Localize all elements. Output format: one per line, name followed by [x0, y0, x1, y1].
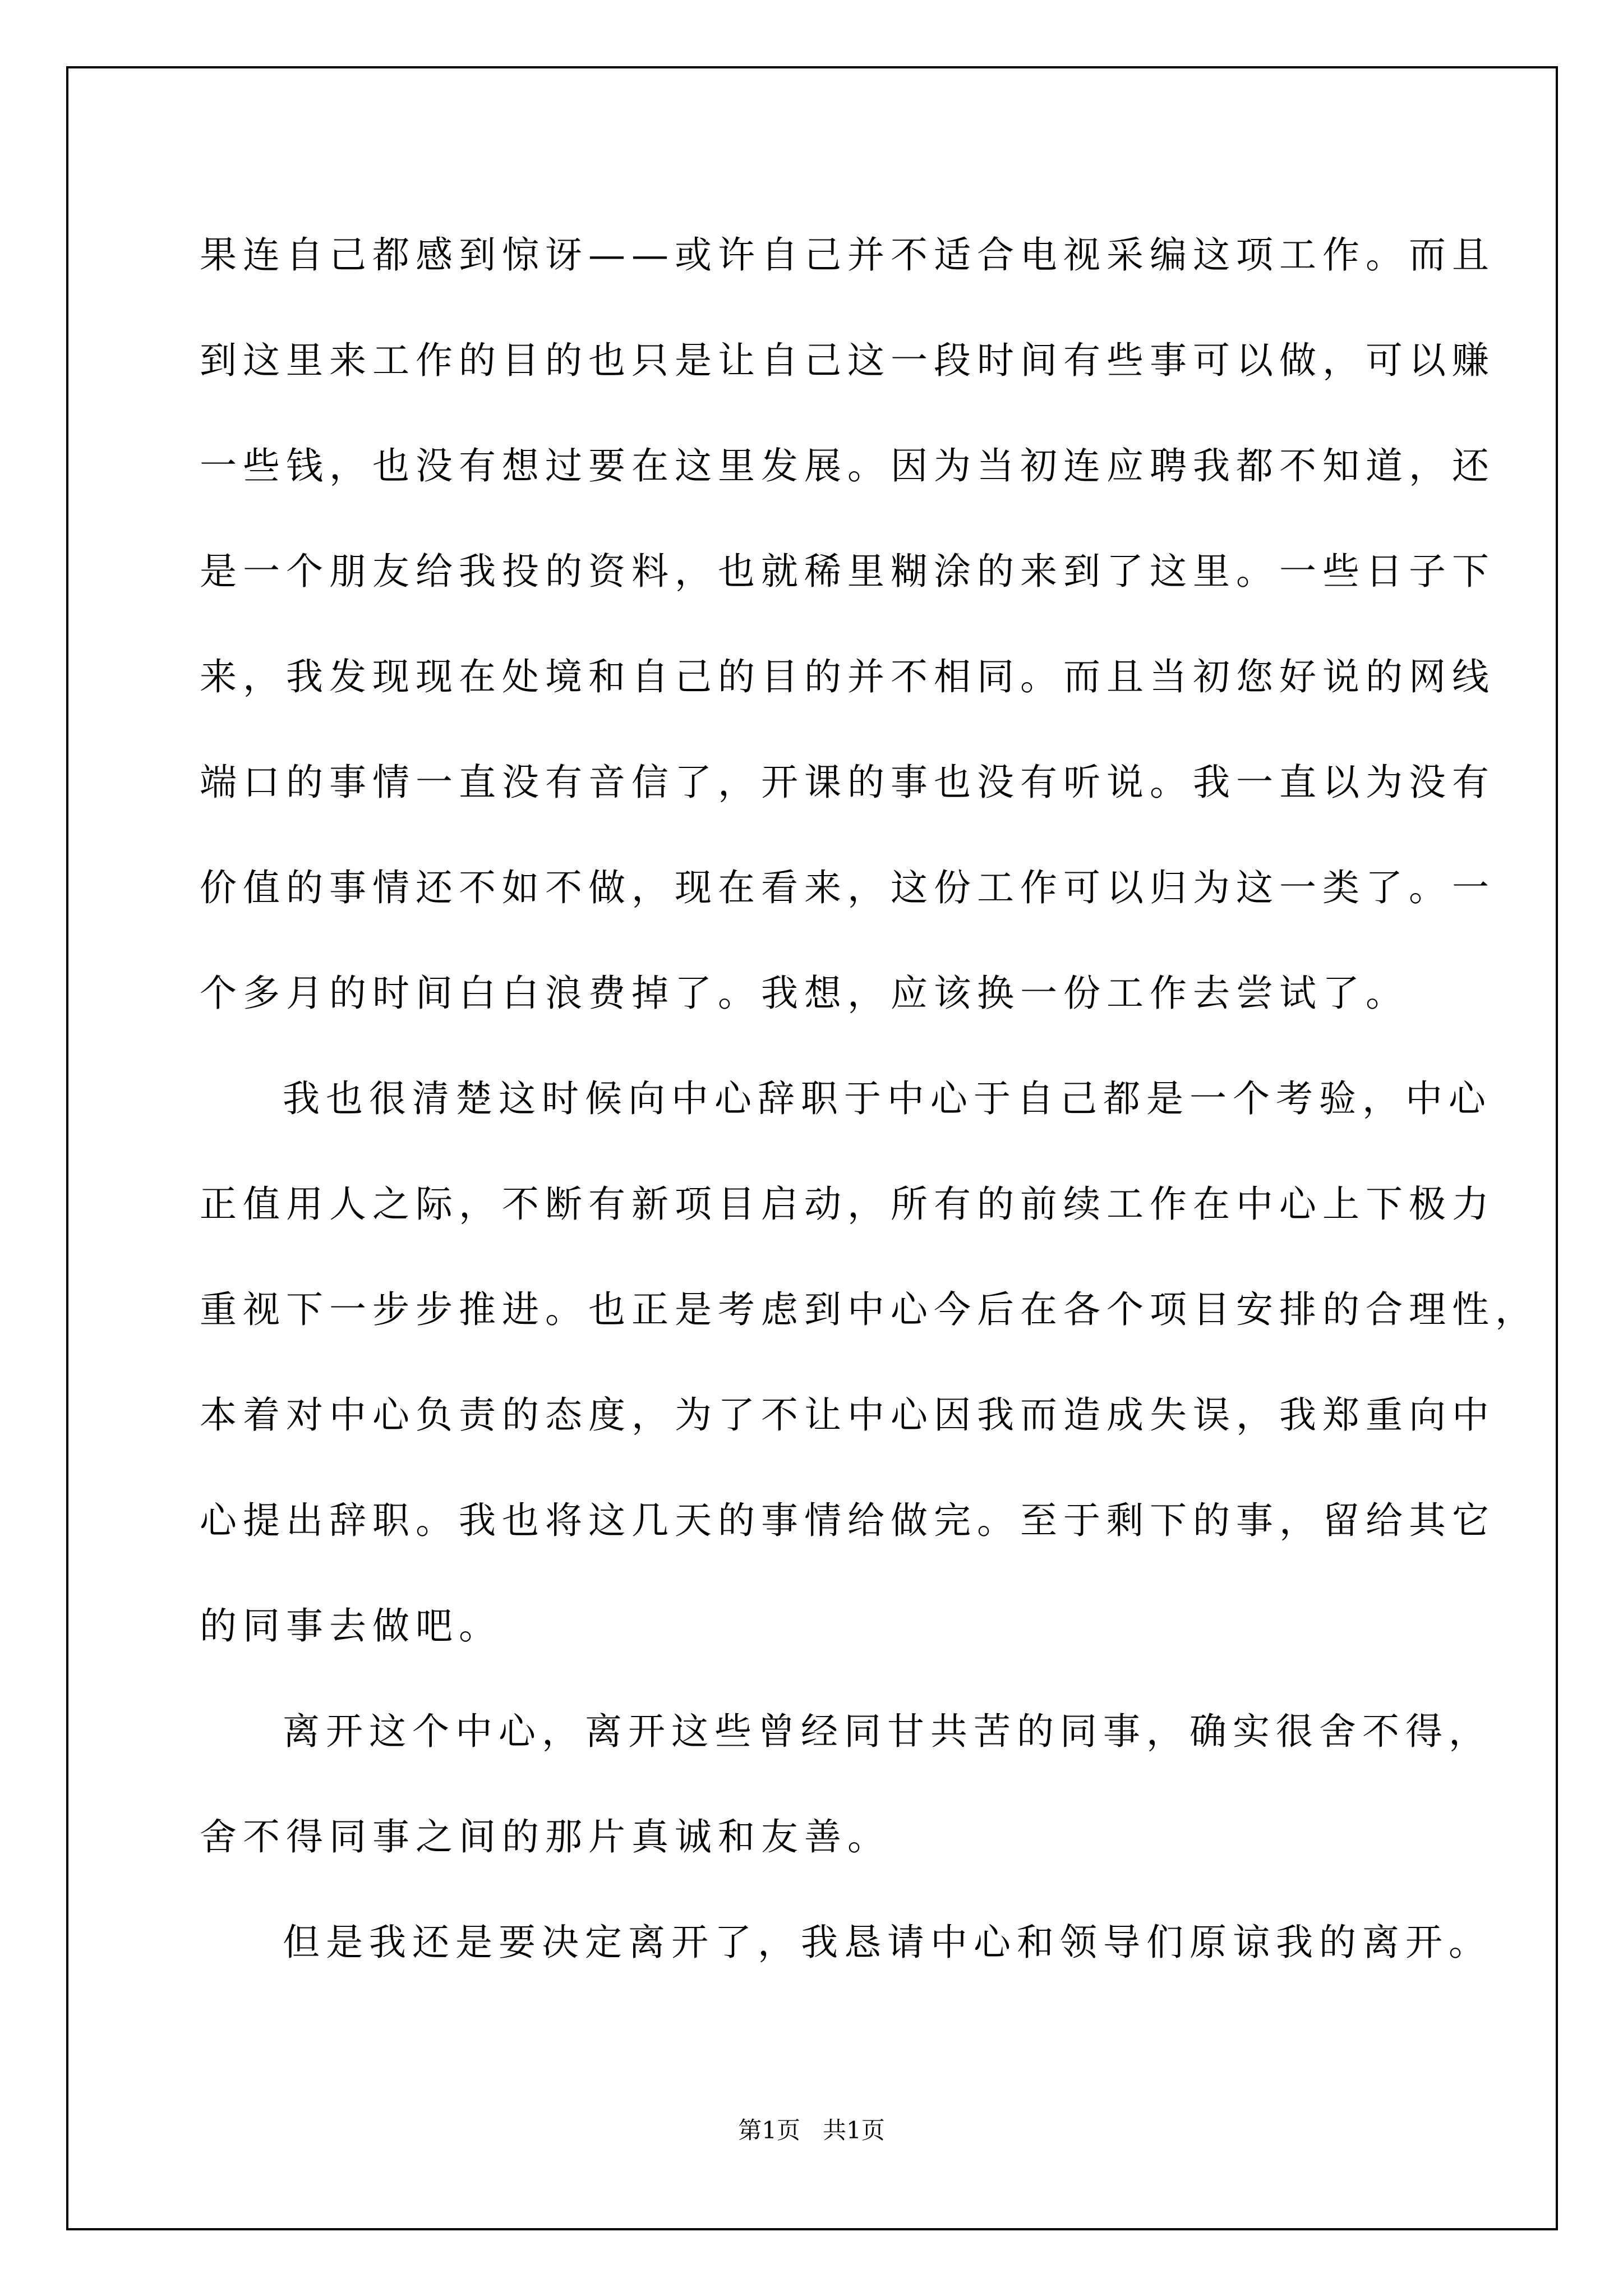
text-line: 正值用人之际，不断有新项目启动，所有的前续工作在中心上下极力: [200, 1182, 1495, 1226]
text-line: 果连自己都感到惊讶——或许自己并不适合电视采编这项工作。而且: [200, 233, 1495, 277]
paragraph-start-line: 离开这个中心，离开这些曾经同甘共苦的同事，确实很舍不得，: [283, 1710, 1492, 1753]
text-line: 到这里来工作的目的也只是让自己这一段时间有些事可以做，可以赚: [200, 339, 1495, 382]
text-line: 重视下一步步推进。也正是考虑到中心今后在各个项目安排的合理性，: [200, 1288, 1538, 1331]
text-line: 本着对中心负责的态度，为了不让中心因我而造成失误，我郑重向中: [200, 1393, 1495, 1437]
text-line: 心提出辞职。我也将这几天的事情给做完。至于剩下的事，留给其它: [200, 1499, 1495, 1542]
text-line: 是一个朋友给我投的资料，也就稀里糊涂的来到了这里。一些日子下: [200, 550, 1495, 593]
page-number-footer: 第1页 共1页: [738, 2116, 885, 2144]
paragraph-start-line: 我也很清楚这时候向中心辞职于中心于自己都是一个考验，中心: [283, 1077, 1492, 1120]
text-line: 来，我发现现在处境和自己的目的并不相同。而且当初您好说的网线: [200, 655, 1495, 698]
paragraph-start-line: 但是我还是要决定离开了，我恳请中心和领导们原谅我的离开。: [283, 1921, 1492, 1964]
text-line: 舍不得同事之间的那片真诚和友善。: [200, 1815, 891, 1858]
text-line: 端口的事情一直没有音信了，开课的事也没有听说。我一直以为没有: [200, 761, 1495, 804]
text-line: 个多月的时间白白浪费掉了。我想，应该换一份工作去尝试了。: [200, 972, 1409, 1015]
text-line: 一些钱，也没有想过要在这里发展。因为当初连应聘我都不知道，还: [200, 444, 1495, 487]
text-line: 价值的事情还不如不做，现在看来，这份工作可以归为这一类了。一: [200, 866, 1495, 909]
text-line: 的同事去做吧。: [200, 1604, 502, 1648]
